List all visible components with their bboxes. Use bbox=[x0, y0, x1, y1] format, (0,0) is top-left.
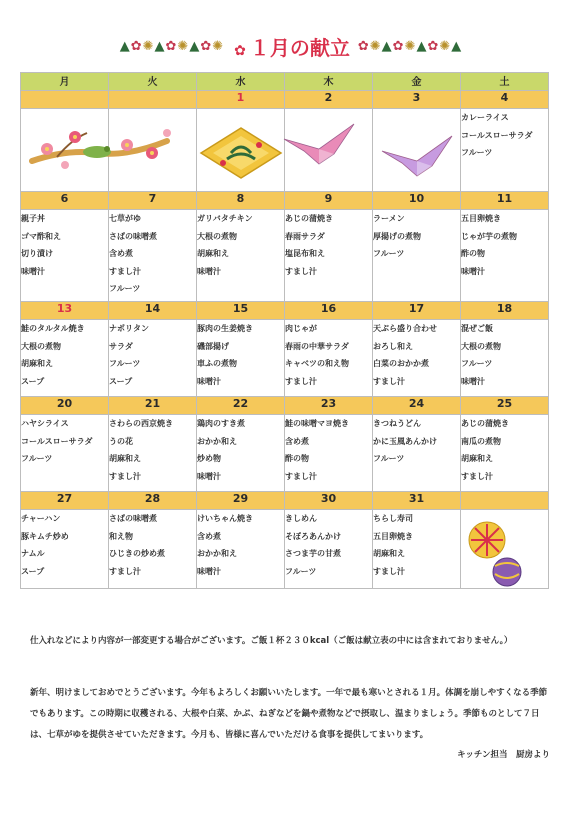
menu-item: おろし和え bbox=[373, 341, 413, 351]
menu-item: 酢の物 bbox=[285, 454, 309, 463]
menu-cell bbox=[285, 210, 373, 302]
date-number: 7 bbox=[109, 192, 197, 210]
menu-cell bbox=[197, 320, 285, 397]
date-number: 16 bbox=[285, 302, 373, 320]
menu-row bbox=[21, 415, 549, 492]
menu-item: 鶏肉のすき煮 bbox=[197, 419, 245, 428]
menu-item: 五目卵焼き bbox=[461, 214, 501, 223]
menu-item: 味噌汁 bbox=[461, 376, 485, 386]
menu-item: フルーツ bbox=[461, 148, 493, 157]
flower-icon: ✿ bbox=[234, 42, 246, 59]
date-number: 24 bbox=[373, 397, 461, 415]
menu-item: ナポリタン bbox=[109, 324, 149, 333]
menu-item: 胡麻和え bbox=[109, 454, 141, 463]
menu-item: ゴマ酢和え bbox=[21, 231, 61, 241]
menu-item: スープ bbox=[109, 376, 133, 386]
date-row bbox=[21, 91, 549, 109]
date-number: 17 bbox=[373, 302, 461, 320]
temari-ball-icon bbox=[465, 512, 545, 592]
menu-item: すまし汁 bbox=[109, 266, 141, 276]
date-number: 23 bbox=[285, 397, 373, 415]
menu-item: キャベツの和え物 bbox=[285, 359, 349, 368]
menu-cell bbox=[285, 415, 373, 492]
menu-cell bbox=[373, 510, 461, 589]
menu-item: フルーツ bbox=[285, 566, 317, 576]
menu-cell bbox=[21, 415, 109, 492]
menu-item: スープ bbox=[21, 566, 45, 576]
page-title-wrap bbox=[230, 32, 350, 61]
menu-item: ナムル bbox=[21, 549, 45, 558]
greeting-text: 新年、明けましておめでとうございます。今年もよろしくお願いいたします。一年で最も寒いとされる１月。体調を崩しやすくなる季節でもあります。この時期に収穫される、大根や白菜、かぶ、ねぎなどを鍋や煮物などで摂取し、温まりましょう。季節ものとして７日は、七草がゆを提供させていただきます。今月も、皆様に喜んでいただける食事を提供してまいります。 bbox=[30, 688, 548, 740]
date-number: 14 bbox=[109, 302, 197, 320]
menu-item: フルーツ bbox=[21, 454, 53, 463]
date-number: 31 bbox=[373, 492, 461, 510]
weekday-mon: 月 bbox=[21, 73, 109, 91]
date-number: 22 bbox=[197, 397, 285, 415]
menu-item: きつねうどん bbox=[373, 419, 421, 428]
signature: キッチン担当 厨房より bbox=[457, 750, 550, 760]
menu-item: あじの蒲焼き bbox=[461, 419, 509, 428]
menu-cell bbox=[21, 510, 109, 589]
menu-item: すまし汁 bbox=[285, 376, 317, 386]
date-number: 28 bbox=[109, 492, 197, 510]
date-row bbox=[21, 302, 549, 320]
menu-item: 南瓜の煮物 bbox=[461, 436, 501, 446]
menu-item: すまし汁 bbox=[461, 471, 493, 481]
menu-cell bbox=[197, 415, 285, 492]
menu-item: フルーツ bbox=[461, 359, 493, 368]
menu-cell bbox=[109, 510, 197, 589]
menu-item: おかか和え bbox=[197, 436, 237, 446]
menu-item: フルーツ bbox=[373, 454, 405, 463]
menu-cell bbox=[461, 415, 549, 492]
menu-item: 七草がゆ bbox=[109, 214, 141, 223]
menu-cell bbox=[109, 210, 197, 302]
menu-item: 含め煮 bbox=[109, 249, 133, 258]
menu-cell bbox=[461, 320, 549, 397]
date-number: 8 bbox=[197, 192, 285, 210]
menu-item: 大根の煮物 bbox=[197, 231, 237, 241]
date-number: 2 bbox=[285, 91, 373, 109]
decoration-left: ▲ ✿ ✺ ▲ ✿ ✺ ▲ ✿ ✺ bbox=[119, 38, 223, 54]
menu-item: 切り漬け bbox=[21, 249, 53, 258]
menu-item: 鮭の味噌マヨ焼き bbox=[285, 419, 349, 428]
menu-item: すまし汁 bbox=[373, 376, 405, 386]
pink-paper-crane-icon bbox=[279, 119, 359, 169]
menu-item: 炒め物 bbox=[197, 454, 221, 463]
date-number: 6 bbox=[21, 192, 109, 210]
weekday-fri: 金 bbox=[373, 73, 461, 91]
menu-item: ちらし寿司 bbox=[373, 514, 413, 523]
date-number: 4 bbox=[461, 91, 549, 109]
menu-cell bbox=[461, 210, 549, 302]
menu-item: すまし汁 bbox=[373, 566, 405, 576]
menu-item: 和え物 bbox=[109, 531, 133, 541]
menu-item: ガリバタチキン bbox=[197, 214, 253, 223]
menu-item: 磯部揚げ bbox=[197, 341, 229, 351]
menu-cell bbox=[197, 109, 285, 192]
date-number: 1 bbox=[197, 91, 285, 109]
menu-item: サラダ bbox=[109, 341, 133, 351]
title-banner bbox=[0, 30, 580, 62]
date-number: 29 bbox=[197, 492, 285, 510]
date-number: 3 bbox=[373, 91, 461, 109]
date-row bbox=[21, 492, 549, 510]
menu-cell bbox=[285, 109, 373, 192]
menu-item: 大根の煮物 bbox=[461, 341, 501, 351]
menu-item: 豚肉の生姜焼き bbox=[197, 324, 253, 333]
weekday-wed: 水 bbox=[197, 73, 285, 91]
menu-item: 天ぷら盛り合わせ bbox=[373, 324, 437, 333]
menu-item: けいちゃん焼き bbox=[197, 514, 253, 523]
menu-cell bbox=[109, 109, 197, 192]
menu-cell bbox=[373, 415, 461, 492]
empty-date-cell bbox=[461, 492, 549, 510]
menu-cell bbox=[21, 210, 109, 302]
menu-item: 鮭のタルタル焼き bbox=[21, 324, 85, 333]
menu-item: 春雨サラダ bbox=[285, 231, 325, 241]
menu-item: じゃが芋の煮物 bbox=[461, 231, 517, 241]
menu-cell bbox=[461, 510, 549, 589]
menu-cell bbox=[285, 510, 373, 589]
menu-item: 春雨の中華サラダ bbox=[285, 341, 349, 351]
date-row bbox=[21, 192, 549, 210]
menu-item: すまし汁 bbox=[285, 266, 317, 276]
menu-item: 胡麻和え bbox=[373, 549, 405, 558]
menu-item: 胡麻和え bbox=[461, 454, 493, 463]
menu-cell bbox=[109, 415, 197, 492]
menu-item: コールスローサラダ bbox=[21, 436, 93, 446]
menu-item: ラーメン bbox=[373, 214, 405, 223]
decoration-right: ✿ ✺ ▲ ✿ ✺ ▲ ✿ ✺ ▲ bbox=[357, 38, 461, 54]
menu-item: 胡麻和え bbox=[197, 249, 229, 258]
menu-item: あじの蒲焼き bbox=[285, 214, 333, 223]
menu-item: うの花 bbox=[109, 436, 133, 446]
folding-fan-icon bbox=[191, 123, 291, 183]
menu-item: かに玉風あんかけ bbox=[373, 436, 437, 446]
menu-item: 胡麻和え bbox=[21, 359, 53, 368]
menu-item: 大根の煮物 bbox=[21, 341, 61, 351]
menu-cell bbox=[285, 320, 373, 397]
menu-item: きしめん bbox=[285, 514, 317, 523]
date-number: 30 bbox=[285, 492, 373, 510]
date-row bbox=[21, 397, 549, 415]
weekday-sat: 土 bbox=[461, 73, 549, 91]
date-number: 11 bbox=[461, 192, 549, 210]
menu-item: フルーツ bbox=[109, 359, 141, 368]
menu-row bbox=[21, 510, 549, 589]
menu-item: ひじきの炒め煮 bbox=[109, 549, 165, 558]
menu-item: 五目卵焼き bbox=[373, 531, 413, 541]
menu-cell bbox=[21, 109, 109, 192]
date-number: 9 bbox=[285, 192, 373, 210]
menu-row bbox=[21, 320, 549, 397]
menu-cell bbox=[197, 510, 285, 589]
menu-row bbox=[21, 109, 549, 192]
date-number: 20 bbox=[21, 397, 109, 415]
menu-item: そぼろあんかけ bbox=[285, 531, 341, 541]
weekday-thu: 木 bbox=[285, 73, 373, 91]
empty-date-cell bbox=[21, 91, 109, 109]
menu-item: コールスローサラダ bbox=[461, 130, 533, 140]
menu-item: さつま芋の甘煮 bbox=[285, 549, 341, 558]
menu-item: 味噌汁 bbox=[197, 376, 221, 386]
menu-item: 味噌汁 bbox=[197, 471, 221, 481]
menu-item: チャーハン bbox=[21, 514, 61, 523]
empty-date-cell bbox=[109, 91, 197, 109]
weekday-header-row bbox=[21, 73, 549, 91]
menu-cell bbox=[109, 320, 197, 397]
menu-cell bbox=[21, 320, 109, 397]
date-number: 13 bbox=[21, 302, 109, 320]
menu-item: すまし汁 bbox=[285, 471, 317, 481]
menu-item: スープ bbox=[21, 376, 45, 386]
menu-item: 含め煮 bbox=[197, 531, 221, 541]
menu-item: 味噌汁 bbox=[197, 266, 221, 276]
menu-item: さばの味噌煮 bbox=[109, 231, 157, 241]
menu-cell bbox=[197, 210, 285, 302]
menu-item: フルーツ bbox=[109, 284, 141, 293]
date-number: 10 bbox=[373, 192, 461, 210]
weekday-tue: 火 bbox=[109, 73, 197, 91]
menu-item: 親子丼 bbox=[21, 214, 45, 223]
menu-item: 味噌汁 bbox=[21, 266, 45, 276]
date-number: 18 bbox=[461, 302, 549, 320]
notice-text: 仕入れなどにより内容が一部変更する場合がございます。ご飯１杯２３０kcal（ご飯は献立表の中には含まれておりません。） bbox=[30, 636, 513, 646]
menu-row bbox=[21, 210, 549, 302]
date-number: 27 bbox=[21, 492, 109, 510]
menu-item: 混ぜご飯 bbox=[461, 324, 493, 333]
date-number: 21 bbox=[109, 397, 197, 415]
menu-item: 味噌汁 bbox=[461, 266, 485, 276]
menu-item: 味噌汁 bbox=[197, 566, 221, 576]
menu-item: さわらの西京焼き bbox=[109, 419, 173, 428]
menu-item: 肉じゃが bbox=[285, 324, 317, 333]
purple-paper-crane-icon bbox=[377, 131, 457, 181]
menu-item: ハヤシライス bbox=[21, 419, 69, 428]
menu-item: 車ふの煮物 bbox=[197, 359, 237, 368]
menu-item: 酢の物 bbox=[461, 249, 485, 258]
menu-cell bbox=[461, 109, 549, 192]
menu-item: 豚キムチ炒め bbox=[21, 531, 69, 541]
menu-item: 厚揚げの煮物 bbox=[373, 231, 421, 241]
menu-item: 白菜のおかか煮 bbox=[373, 359, 429, 368]
menu-cell bbox=[373, 210, 461, 302]
menu-cell bbox=[373, 320, 461, 397]
menu-cell bbox=[373, 109, 461, 192]
date-number: 25 bbox=[461, 397, 549, 415]
menu-calendar bbox=[20, 72, 549, 589]
menu-item: フルーツ bbox=[373, 249, 405, 258]
menu-item: おかか和え bbox=[197, 549, 237, 558]
page-title: １月の献立 bbox=[249, 35, 350, 60]
menu-item: 塩昆布和え bbox=[285, 249, 325, 258]
menu-item: すまし汁 bbox=[109, 471, 141, 481]
menu-item: さばの味噌煮 bbox=[109, 514, 157, 523]
menu-item: すまし汁 bbox=[109, 566, 141, 576]
menu-item: カレーライス bbox=[461, 113, 509, 122]
date-number: 15 bbox=[197, 302, 285, 320]
menu-item: 含め煮 bbox=[285, 436, 309, 446]
